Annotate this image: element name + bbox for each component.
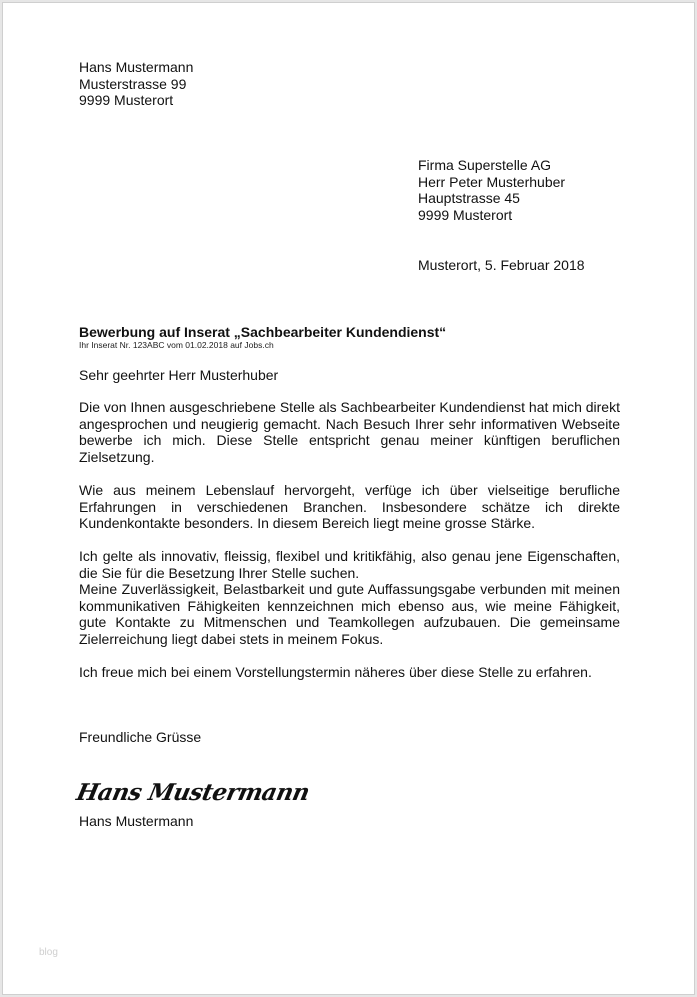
recipient-person: Herr Peter Musterhuber xyxy=(418,173,566,190)
paragraph-4 xyxy=(79,664,620,681)
paragraph-1 xyxy=(79,399,620,465)
paragraph-3b-text: Meine Zuverlässigkeit, Belastbarkeit und gute Auffassungsgabe verbunden mit meinen kommunikativen Fähigkeiten kennzeichnen mich ebenso aus, wie meine Fähigkeit, gute Kontakte zu Mitmenschen und Teamkollegen aufzubauen. Die gemeinsame Zielerreichung liegt dabei stets in meinem Fokus. xyxy=(79,581,620,647)
salutation xyxy=(79,367,278,384)
paragraph-2 xyxy=(79,482,620,532)
signed-name xyxy=(79,813,193,830)
sender-name: Hans Mustermann xyxy=(79,59,194,75)
paragraph-1-text: Die von Ihnen ausgeschriebene Stelle als Sachbearbeiter Kundendienst hat mich direkt angesprochen und neugierig gemacht. Nach Besuch Ihrer sehr informativen Webseite bewerbe ich mich. Diese Stelle entspricht genau meiner künftigen beruflichen Zielsetzung. xyxy=(79,399,620,465)
recipient-address xyxy=(418,157,565,223)
paragraph-3 xyxy=(79,548,620,647)
handwritten-signature: Hans Mustermann xyxy=(74,779,312,806)
sender-street: Musterstrasse 99 xyxy=(79,75,187,92)
closing xyxy=(79,729,201,746)
recipient-company: Firma Superstelle AG xyxy=(418,157,552,173)
paragraph-4-text: Ich freue mich bei einem Vorstellungstermin näheres über diese Stelle zu erfahren. xyxy=(79,664,592,680)
date-line xyxy=(418,257,585,274)
subject-reference: Ihr Inserat Nr. 123ABC vom 01.02.2018 auf Jobs.ch xyxy=(79,340,274,350)
closing-text: Freundliche Grüsse xyxy=(79,729,202,745)
sender-city: 9999 Musterort xyxy=(79,92,174,108)
subject-block xyxy=(79,324,446,350)
recipient-street: Hauptstrasse 45 xyxy=(418,190,520,206)
sender-address xyxy=(79,59,193,109)
subject-title: Bewerbung auf Inserat „Sachbearbeiter Kundendienst“ xyxy=(79,324,447,340)
watermark-text: blog xyxy=(39,947,58,958)
paragraph-3a-text: Ich gelte als innovativ, fleissig, flexibel und kritikfähig, also genau jene Eigenschaften, die Sie für die Besetzung Ihrer Stelle suchen. xyxy=(79,548,620,581)
recipient-city: 9999 Musterort xyxy=(418,206,513,223)
salutation-text: Sehr geehrter Herr Musterhuber xyxy=(79,367,279,383)
paragraph-2-text: Wie aus meinem Lebenslauf hervorgeht, verfüge ich über vielseitige berufliche Erfahrungen in verschiedenen Branchen. Insbesondere schätze ich direkte Kundenkontakte besonders. In diesem Bereich liegt meine grosse Stärke. xyxy=(79,482,620,531)
letter-page xyxy=(2,2,695,995)
date-text: Musterort, 5. Februar 2018 xyxy=(418,257,585,273)
signed-name-text: Hans Mustermann xyxy=(79,813,194,829)
